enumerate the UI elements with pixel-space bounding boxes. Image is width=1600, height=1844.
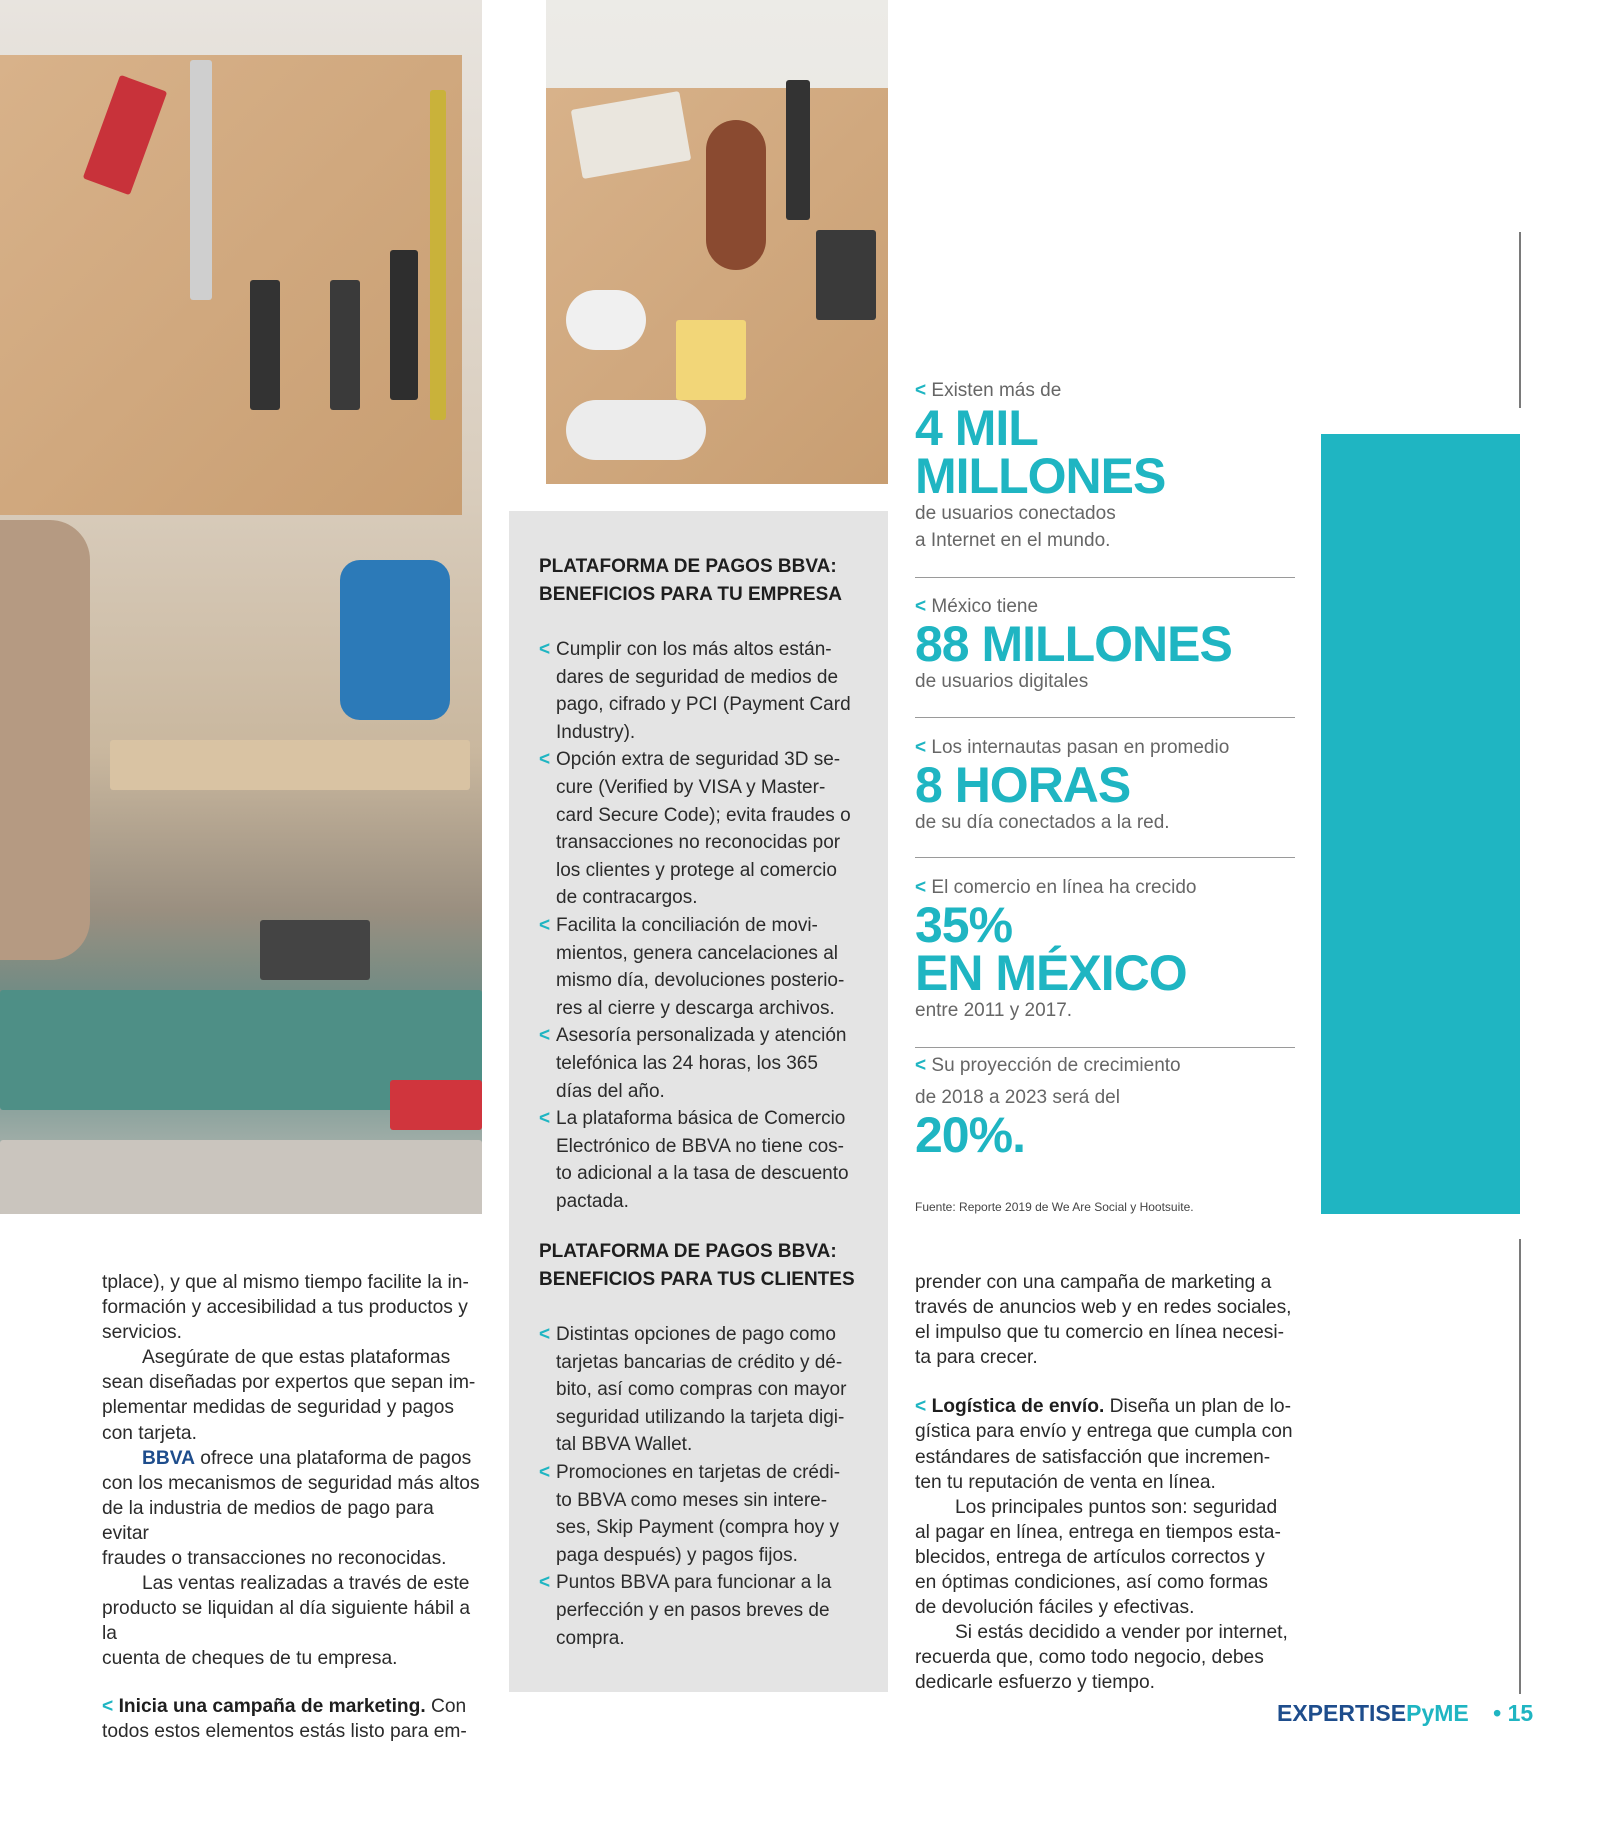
- page-footer: [1277, 1700, 1533, 1727]
- accent-block: [1321, 434, 1520, 1214]
- list-item: < La plataforma básica de Comercio Electrónico de BBVA no tiene cos- to adicional a la tasa de descuento pactada.: [539, 1105, 869, 1215]
- stat-value: 20%.: [915, 1107, 1025, 1163]
- section-lead: Inicia una campaña de marketing.: [118, 1695, 426, 1717]
- stat-value: 4 MIL MILLONES: [915, 400, 1166, 504]
- chevron-left-icon: <: [915, 1055, 927, 1076]
- list-item: < Asesoría personalizada y atención telefónica las 24 horas, los 365 días del año.: [539, 1022, 869, 1105]
- body-column-right: [915, 1270, 1307, 1696]
- paragraph: BBVA ofrece una plataforma de pagos con los mecanismos de seguridad más altos de la industria de medios de pago para evitar fraudes o transacciones no reconocidas.: [102, 1447, 480, 1570]
- source-note: Fuente: Reporte 2019 de We Are Social y Hootsuite.: [915, 1200, 1194, 1214]
- chevron-left-icon: <: [539, 1461, 551, 1483]
- benefits-list-clientes: [539, 1321, 869, 1652]
- list-item: < Facilita la conciliación de movi- mientos, genera cancelaciones al mismo día, devoluciones posterio- res al cierre y descarga archivos.: [539, 912, 869, 1022]
- footer-brand-pyme: PyME: [1406, 1700, 1469, 1726]
- chevron-left-icon: <: [915, 877, 927, 898]
- list-item: < Opción extra de seguridad 3D se- cure (Verified by VISA y Master- card Secure Code); evita fraudes o transacciones no reconocidas por los clientes y protege al comercio de contracargos.: [539, 746, 869, 912]
- vertical-rule: [1519, 1239, 1521, 1694]
- stat-description: de su día conectados a la red.: [915, 812, 1170, 833]
- chevron-left-icon: <: [539, 1025, 551, 1047]
- divider: [915, 577, 1295, 578]
- workshop-photo: [0, 0, 482, 1214]
- paragraph: < Logística de envío. Diseña un plan de lo- gística para envío y entrega que cumpla con estándares de satisfacción que incremen- ten tu reputación de venta en línea.: [915, 1396, 1293, 1493]
- chevron-left-icon: <: [539, 1108, 551, 1130]
- stat-description: entre 2011 y 2017.: [915, 1000, 1073, 1021]
- benefits-heading-clientes: PLATAFORMA DE PAGOS BBVA: BENEFICIOS PARA TUS CLIENTES: [539, 1241, 855, 1290]
- paragraph: Las ventas realizadas a través de este producto se liquidan al día siguiente hábil a la cuenta de cheques de tu empresa.: [102, 1573, 471, 1670]
- benefits-list-empresa: [539, 636, 869, 1215]
- stat-horas-conectados: < Los internautas pasan en promedio 8 HORAS de su día conectados a la red.: [915, 735, 1295, 836]
- paragraph: Los principales puntos son: seguridad al pagar en línea, entrega en tiempos esta- blecidos, entrega de artículos correctos y en óptimas condiciones, así como formas de devolución fáciles y efectivas.: [915, 1496, 1281, 1619]
- chevron-left-icon: <: [915, 380, 927, 401]
- page-number: 15: [1507, 1700, 1534, 1726]
- paragraph: Si estás decidido a vender por internet, recuerda que, como todo negocio, debes dedicarle esfuerzo y tiempo.: [915, 1622, 1288, 1694]
- workshop-photo-right: [546, 0, 888, 484]
- vertical-rule: [1519, 232, 1521, 408]
- paragraph: tplace), y que al mismo tiempo facilite la in- formación y accesibilidad a tus productos y servicios.: [102, 1272, 469, 1344]
- chevron-left-icon: <: [539, 1572, 551, 1594]
- stat-comercio-crecimiento: < El comercio en línea ha crecido 35% EN MÉXICO entre 2011 y 2017.: [915, 875, 1295, 1024]
- stat-value: 8 HORAS: [915, 757, 1131, 813]
- paragraph: Asegúrate de que estas plataformas sean diseñadas por expertos que sepan im- plementar medidas de seguridad y pagos con tarjeta.: [102, 1347, 476, 1444]
- divider: [915, 1047, 1295, 1048]
- stat-description: de usuarios conectados a Internet en el mundo.: [915, 503, 1116, 551]
- divider: [915, 857, 1295, 858]
- bbva-brand-text: BBVA: [142, 1447, 195, 1469]
- paragraph: < Inicia una campaña de marketing. Con todos estos elementos estás listo para em-: [102, 1695, 467, 1742]
- section-lead: Logística de envío.: [931, 1396, 1105, 1418]
- stat-value: 35% EN MÉXICO: [915, 897, 1187, 1001]
- list-item: < Distintas opciones de pago como tarjetas bancarias de crédito y dé- bito, así como compras con mayor seguridad utilizando la tarjeta digi- tal BBVA Wallet.: [539, 1321, 869, 1459]
- footer-brand-expertise: EXPERTISE: [1277, 1700, 1407, 1726]
- chevron-left-icon: <: [539, 749, 551, 771]
- benefits-heading-empresa: PLATAFORMA DE PAGOS BBVA: BENEFICIOS PARA TU EMPRESA: [539, 556, 842, 605]
- stat-proyeccion: < Su proyección de crecimiento de 2018 a 2023 será del 20%.: [915, 1053, 1295, 1159]
- chevron-left-icon: <: [539, 1324, 551, 1345]
- list-item: < Promociones en tarjetas de crédi- to BBVA como meses sin intere- ses, Skip Payment (compra hoy y paga después) y pagos fijos.: [539, 1459, 869, 1569]
- list-item: < Cumplir con los más altos están- dares de seguridad de medios de pago, cifrado y PCI (Payment Card Industry).: [539, 636, 869, 746]
- footer-separator: •: [1493, 1700, 1502, 1726]
- list-item: < Puntos BBVA para funcionar a la perfección y en pasos breves de compra.: [539, 1569, 869, 1652]
- stat-usuarios-mexico: < México tiene 88 MILLONES de usuarios digitales: [915, 594, 1295, 695]
- chevron-left-icon: <: [102, 1695, 114, 1717]
- chevron-left-icon: <: [539, 639, 551, 660]
- chevron-left-icon: <: [915, 737, 927, 758]
- stat-description: de usuarios digitales: [915, 671, 1089, 692]
- chevron-left-icon: <: [539, 914, 551, 936]
- paragraph: prender con una campaña de marketing a través de anuncios web y en redes sociales, el impulso que tu comercio en línea necesi- ta para crecer.: [915, 1272, 1292, 1369]
- body-column-left: [102, 1270, 482, 1744]
- benefits-box: [509, 511, 888, 1692]
- chevron-left-icon: <: [915, 1396, 927, 1418]
- chevron-left-icon: <: [915, 596, 927, 617]
- stat-usuarios-mundo: < Existen más de 4 MIL MILLONES de usuarios conectados a Internet en el mundo.: [915, 378, 1295, 554]
- stat-value: 88 MILLONES: [915, 616, 1232, 672]
- divider: [915, 717, 1295, 718]
